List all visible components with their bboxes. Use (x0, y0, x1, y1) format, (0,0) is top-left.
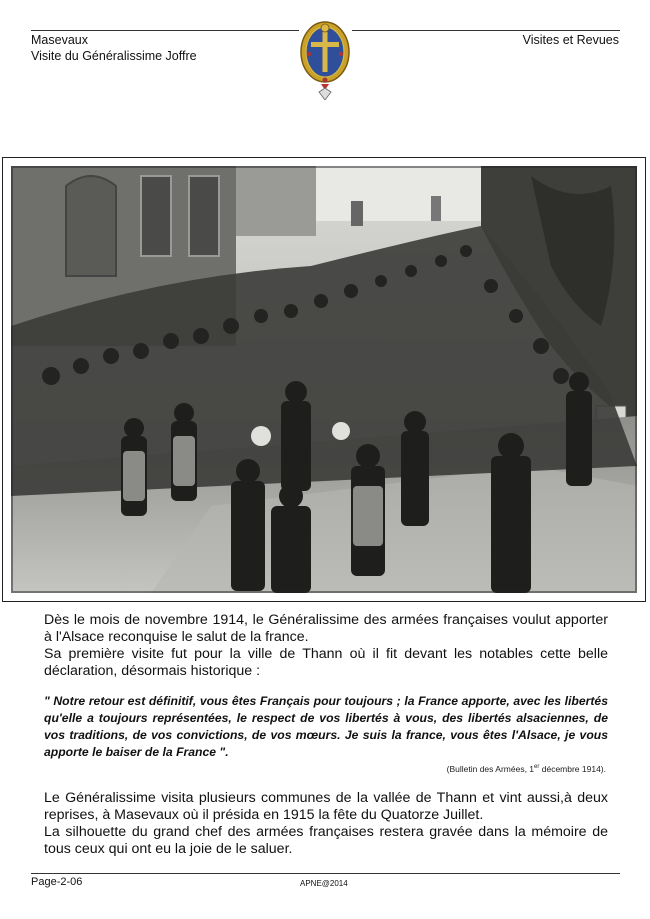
header-location: Masevaux (31, 33, 88, 47)
header-rule-left (31, 30, 299, 31)
paragraph-valley-visits: Le Généralissime visita plusieurs communes de la vallée de Thann et vint aussi,à deux reprises, à Masevaux où il présida en 1915 la fête du Quatorze Juillet. (44, 790, 608, 823)
citation-text-end: décembre 1914). (539, 764, 606, 774)
photo-frame (2, 157, 646, 602)
coat-of-arms-icon (299, 14, 351, 100)
header-rule-right (352, 30, 620, 31)
header-section: Visites et Revues (522, 33, 619, 47)
footer-rule (31, 873, 620, 874)
footer-credit: APNE@2014 (300, 879, 348, 888)
historical-photograph-icon (11, 166, 637, 593)
paragraph-intro: Dès le mois de novembre 1914, le Généralissime des armées françaises voulut apporter à l'Alsace reconquise le salut de la france. (44, 612, 608, 645)
header-subtitle: Visite du Généralissime Joffre (31, 49, 197, 63)
paragraph-thann-visit: Sa première visite fut pour la ville de Thann où il fit devant les notables cette belle déclaration, désormais historique : (44, 646, 608, 679)
paragraph-memory: La silhouette du grand chef des armées françaises restera gravée dans la mémoire de tous ceux qui ont eu la joie de le saluer. (44, 824, 608, 857)
joffre-quote: " Notre retour est définitif, vous êtes Français pour toujours ; la France apporte, avec les libertés qu'elle a toujours représentées, le respect de vos libertés à vous, des libertés alsaciennes, de vos traditions, de vos convictions, de vos mœurs. Je suis la france, vous êtes l'Alsace, je vous apporte le baiser de la France ". (44, 694, 608, 759)
quote-citation (447, 764, 606, 774)
citation-superscript: er (534, 764, 540, 771)
citation-text-start: (Bulletin des Armées, 1 (446, 764, 535, 774)
page-number: Page-2-06 (31, 876, 83, 888)
